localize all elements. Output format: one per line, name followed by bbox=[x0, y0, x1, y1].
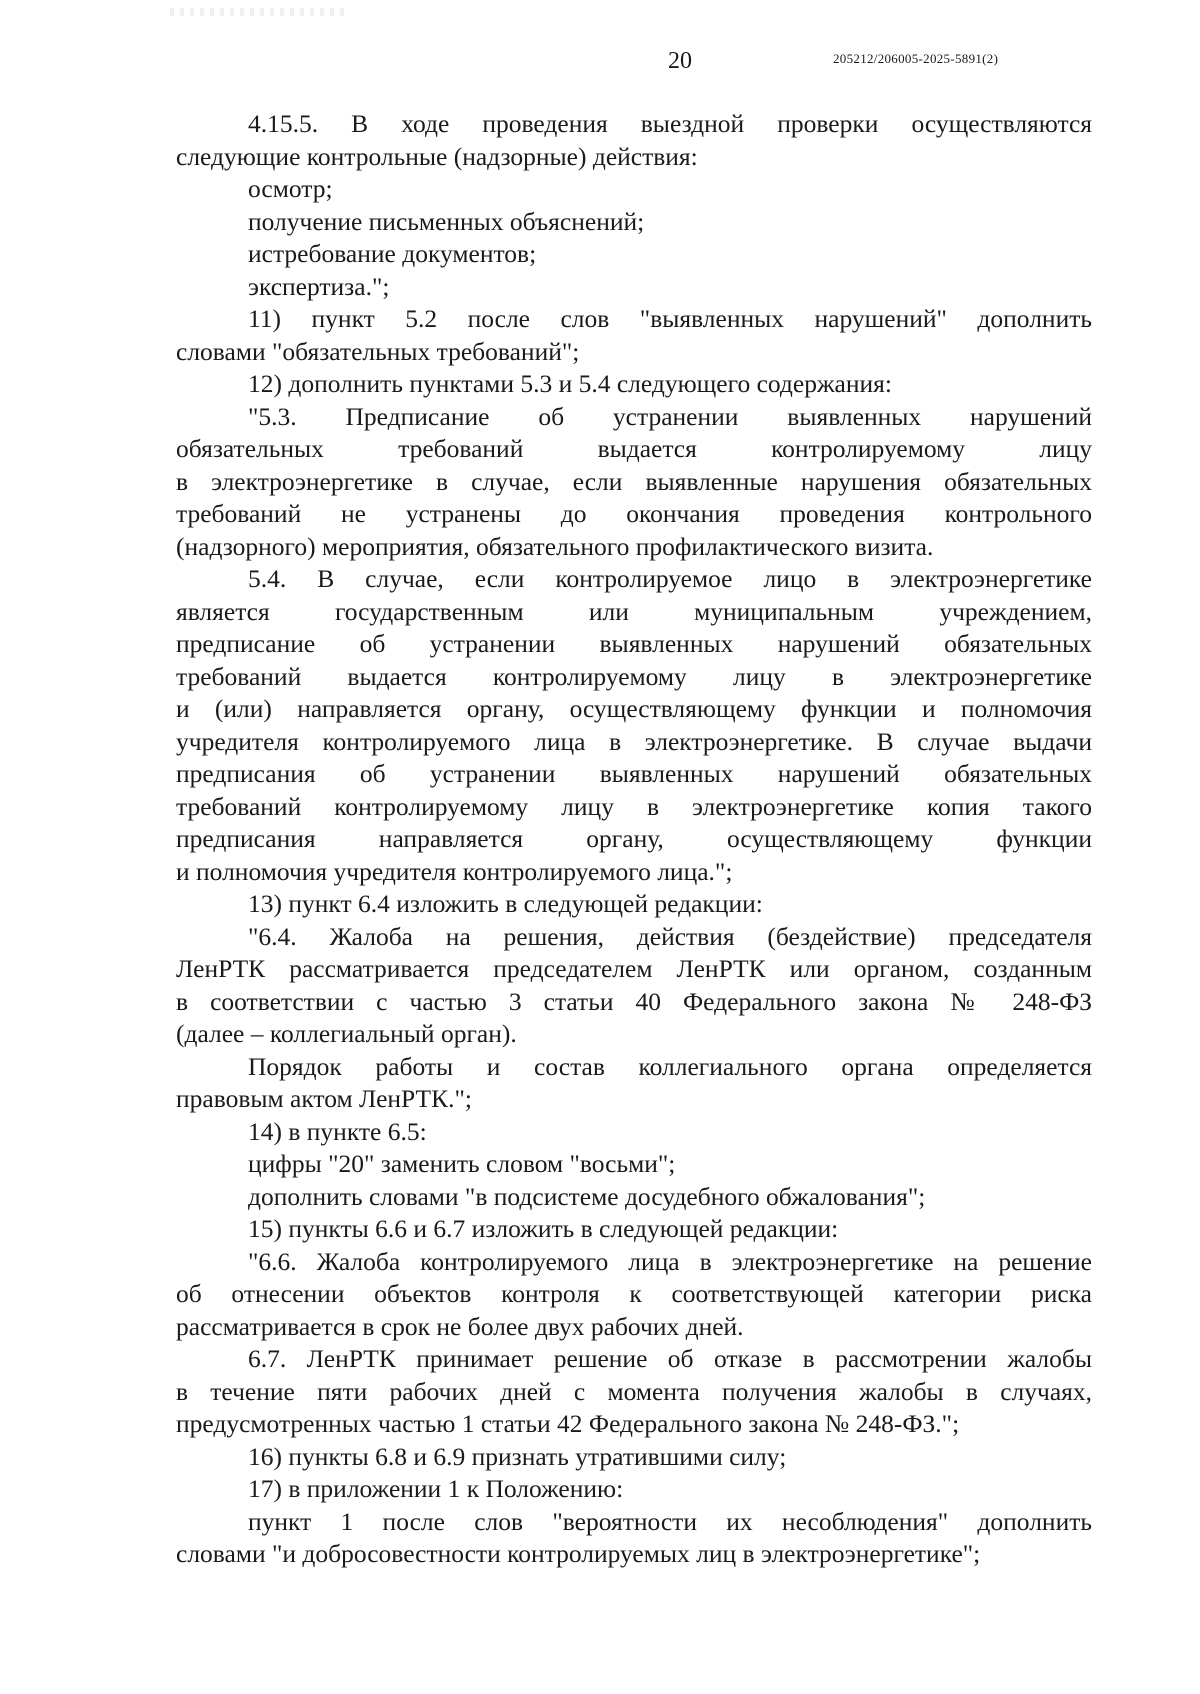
text-line: требований не устранены до окончания проведения контрольного bbox=[176, 499, 1092, 528]
text-line: рассматривается в срок не более двух рабочих дней. bbox=[176, 1311, 744, 1341]
text-line: истребование документов; bbox=[248, 239, 537, 268]
text-line: (далее – коллегиальный орган). bbox=[176, 1019, 517, 1048]
text-line: 13) пункт 6.4 изложить в следующей редакции: bbox=[248, 889, 763, 918]
text-line: словами "и добросовестности контролируемых лиц в электроэнергетике"; bbox=[176, 1539, 981, 1568]
text-line: следующие контрольные (надзорные) действия: bbox=[176, 141, 698, 171]
text-line: Порядок работы и состав коллегиального органа определяется bbox=[248, 1051, 1092, 1081]
text-line: предписания направляется органу, осуществляющему функции bbox=[176, 824, 1092, 853]
text-line: и полномочия учредителя контролируемого лица."; bbox=[176, 856, 733, 886]
text-line: в электроэнергетике в случае, если выявленные нарушения обязательных bbox=[176, 466, 1092, 496]
text-line: предписание об устранении выявленных нарушений обязательных bbox=[176, 629, 1092, 658]
document-body bbox=[176, 108, 1092, 1571]
text-line: правовым актом ЛенРТК."; bbox=[176, 1084, 473, 1113]
text-line: требований контролируемому лицу в электроэнергетике копия такого bbox=[176, 791, 1092, 821]
text-line: дополнить словами "в подсистеме досудебного обжалования"; bbox=[248, 1181, 926, 1211]
text-line: цифры "20" заменить словом "восьми"; bbox=[248, 1149, 676, 1178]
text-line: 14) в пункте 6.5: bbox=[248, 1116, 427, 1146]
text-line: "5.3. Предписание об устранении выявленных нарушений bbox=[248, 401, 1092, 431]
text-line: в течение пяти рабочих дней с момента получения жалобы в случаях, bbox=[176, 1376, 1092, 1406]
text-line: "6.4. Жалоба на решения, действия (бездействие) председателя bbox=[248, 921, 1092, 951]
text-line: "6.6. Жалоба контролируемого лица в электроэнергетике на решение bbox=[248, 1246, 1092, 1276]
text-line: 17) в приложении 1 к Положению: bbox=[248, 1474, 624, 1503]
text-line: 6.7. ЛенРТК принимает решение об отказе в рассмотрении жалобы bbox=[248, 1344, 1092, 1373]
page-number: 20 bbox=[668, 48, 692, 74]
text-line: словами "обязательных требований"; bbox=[176, 336, 580, 366]
text-line: 15) пункты 6.6 и 6.7 изложить в следующей редакции: bbox=[248, 1214, 839, 1243]
text-line: предписания об устранении выявленных нарушений обязательных bbox=[176, 759, 1092, 788]
text-line: 16) пункты 6.8 и 6.9 признать утратившими силу; bbox=[248, 1441, 787, 1471]
text-line: получение письменных объяснений; bbox=[248, 206, 645, 236]
document-code: 205212/206005-2025-5891(2) bbox=[833, 51, 999, 66]
text-line: пункт 1 после слов "вероятности их несоблюдения" дополнить bbox=[248, 1506, 1092, 1536]
text-line: является государственным или муниципальным учреждением, bbox=[176, 596, 1092, 626]
scan-artifact bbox=[170, 8, 350, 16]
text-line: предусмотренных частью 1 статьи 42 Федерального закона № 248-ФЗ."; bbox=[176, 1409, 960, 1438]
text-line: осмотр; bbox=[248, 174, 333, 203]
text-line: обязательных требований выдается контролируемому лицу bbox=[176, 434, 1092, 463]
text-line: 5.4. В случае, если контролируемое лицо в электроэнергетике bbox=[248, 564, 1092, 593]
text-line: (надзорного) мероприятия, обязательного профилактического визита. bbox=[176, 531, 934, 561]
text-line: учредителя контролируемого лица в электроэнергетике. В случае выдачи bbox=[176, 726, 1092, 756]
text-line: 12) дополнить пунктами 5.3 и 5.4 следующего содержания: bbox=[248, 369, 892, 398]
text-line: ЛенРТК рассматривается председателем ЛенРТК или органом, созданным bbox=[176, 954, 1092, 983]
text-line: в соответствии с частью 3 статьи 40 Федерального закона № 248-ФЗ bbox=[176, 986, 1092, 1016]
text-line: экспертиза."; bbox=[248, 271, 390, 301]
text-line: 4.15.5. В ходе проведения выездной проверки осуществляются bbox=[248, 109, 1092, 138]
text-line: 11) пункт 5.2 после слов "выявленных нарушений" дополнить bbox=[248, 304, 1092, 333]
text-line: и (или) направляется органу, осуществляющему функции и полномочия bbox=[176, 694, 1092, 723]
text-line: об отнесении объектов контроля к соответствующей категории риска bbox=[176, 1279, 1092, 1308]
text-line: требований выдается контролируемому лицу в электроэнергетике bbox=[176, 661, 1092, 691]
